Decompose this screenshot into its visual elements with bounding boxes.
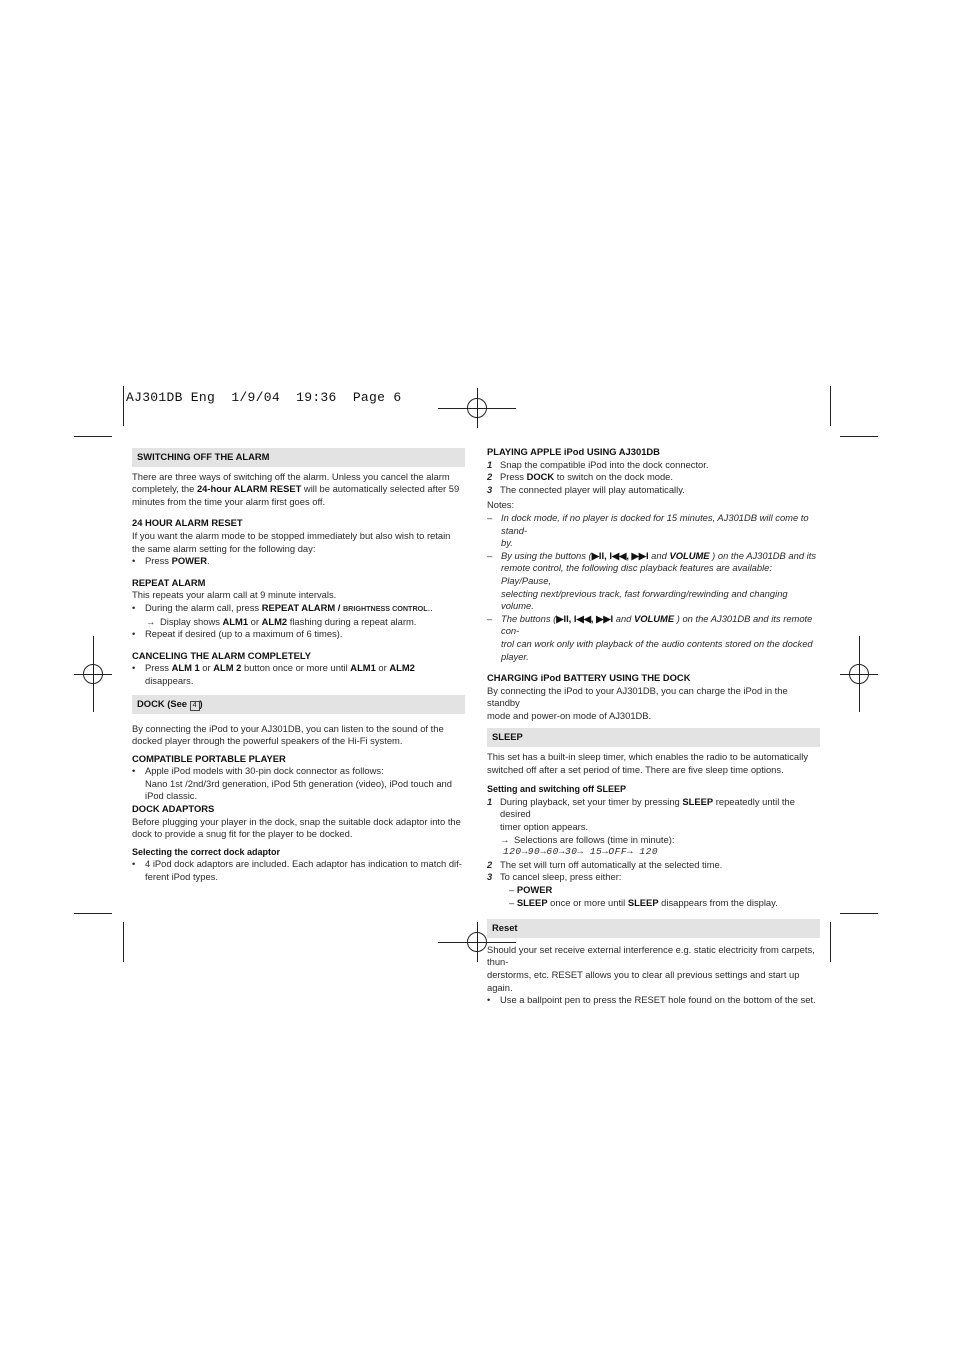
text-line: Before plugging your player in the dock, snap the suitable dock adaptor into the: [132, 815, 461, 827]
text-line: docked player through the powerful speakers of the Hi-Fi system.: [132, 735, 403, 747]
heading-setting-sleep: Setting and switching off SLEEP: [487, 784, 627, 795]
sleep-sequence-display: 120→90→60→30→ 15→OFF→ 120: [503, 846, 659, 858]
left-column: [132, 448, 465, 884]
text-line: derstorms, etc. RESET allows you to clear all previous settings and start up again.: [487, 968, 800, 993]
note-item: – By using the buttons (▶II, I◀◀, ▶▶I and VOLUME ) on the AJ301DB and its: [487, 549, 817, 561]
text-line: If you want the alarm mode to be stopped immediately but also wish to retain: [132, 529, 451, 541]
heading-compatible-player: COMPATIBLE PORTABLE PLAYER: [132, 752, 286, 764]
text-line: timer option appears.: [500, 821, 589, 833]
section-header-switching-off-alarm: SWITCHING OFF THE ALARM: [132, 448, 465, 467]
heading-canceling-alarm: CANCELING THE ALARM COMPLETELY: [132, 649, 311, 661]
arrow-icon: →: [500, 833, 510, 845]
heading-playing-ipod: PLAYING APPLE iPod USING AJ301DB: [487, 446, 660, 457]
text-line: selecting next/previous track, fast forwarding/rewinding and changing volume.: [501, 587, 788, 612]
bullet-item: • Use a ballpoint pen to press the RESET hole found on the bottom of the set.: [487, 994, 816, 1006]
text-line: minutes from the time your alarm first goes off.: [132, 495, 326, 507]
step-item: 1 Snap the compatible iPod into the dock connector.: [487, 458, 709, 470]
playback-buttons-icons: ▶II, I◀◀, ▶▶I: [556, 612, 614, 624]
heading-repeat-alarm: REPEAT ALARM: [132, 576, 206, 588]
section-header-sleep: SLEEP: [487, 728, 820, 747]
option-sleep: – SLEEP once or more until SLEEP disappears from the display.: [509, 896, 778, 908]
bullet-item: • Repeat if desired (up to a maximum of 6 times).: [132, 628, 343, 640]
sleep-paragraph: [487, 751, 820, 776]
heading-selecting-adaptor: Selecting the correct dock adaptor: [132, 846, 281, 857]
bullet-item: • 4 iPod dock adaptors are included. Each adaptor has indication to match dif-: [132, 858, 462, 870]
bullet-item: • Press ALM 1 or ALM 2 button once or more until ALM1 or ALM2 disappears.: [132, 662, 415, 686]
switching-off-paragraph: [132, 471, 465, 509]
right-column: [487, 446, 820, 1007]
bullet-item: • Apple iPod models with 30-pin dock connector as follows:: [132, 765, 384, 777]
text-line: iPod classic.: [145, 790, 198, 802]
note-item: – In dock mode, if no player is docked for 15 minutes, AJ301DB will come to stand-: [487, 511, 809, 536]
text-line: This set has a built-in sleep timer, which enables the radio to be automatically: [487, 751, 809, 763]
text-line: By connecting the iPod to your AJ301DB, you can charge the iPod in the standby: [487, 684, 788, 709]
note-item: – The buttons (▶II, I◀◀, ▶▶I and VOLUME ) on the AJ301DB and its remote con-: [487, 612, 813, 637]
text-line: dock to provide a snug fit for the player to be docked.: [132, 828, 353, 840]
option-power: – POWER: [509, 884, 553, 895]
bullet-item: • Press POWER.: [132, 555, 210, 567]
text-line: Nano 1st /2nd/3rd generation, iPod 5th generation (video), iPod touch and: [145, 777, 452, 789]
heading-dock-adaptors: DOCK ADAPTORS: [132, 803, 215, 815]
reset-paragraph: [487, 944, 820, 994]
playback-buttons-icons: ▶II, I◀◀, ▶▶I: [591, 549, 649, 561]
section-header-reset: Reset: [487, 919, 820, 938]
step-item: 2 The set will turn off automatically at the selected time.: [487, 858, 723, 870]
text-line: Should your set receive external interference e.g. static electricity from carpets, thun-: [487, 943, 815, 968]
text-line: ferent iPod types.: [145, 871, 218, 883]
text-line: mode and power-on mode of AJ301DB.: [487, 709, 652, 721]
notes-label: Notes:: [487, 499, 515, 511]
section-header-dock: DOCK (See 4 ): [132, 695, 465, 714]
text-line: completely, the 24-hour ALARM RESET will be automatically selected after 59: [132, 483, 460, 495]
print-slug: AJ301DB Eng 1/9/04 19:36 Page 6: [126, 390, 402, 405]
result-arrow-item: → Selections are follows (time in minute):: [500, 833, 675, 845]
text-line: remote control, the following disc playback features are available: Play/Pause,: [501, 562, 772, 586]
text-line: This repeats your alarm call at 9 minute intervals.: [132, 589, 337, 601]
figure-reference: 4: [190, 701, 200, 711]
step-item: 3 To cancel sleep, press either:: [487, 871, 622, 883]
heading-24-hour-alarm-reset: 24 HOUR ALARM RESET: [132, 517, 243, 529]
text-line: the same alarm setting for the following day:: [132, 542, 316, 554]
bullet-item: • During the alarm call, press REPEAT ALARM / BRIGHTNESS CONTROL..: [132, 601, 433, 613]
text-line: There are three ways of switching off the alarm. Unless you cancel the alarm: [132, 470, 450, 482]
text-line: By connecting the iPod to your AJ301DB, you can listen to the sound of the: [132, 722, 444, 734]
step-item: 2 Press DOCK to switch on the dock mode.: [487, 471, 674, 483]
heading-charging-battery: CHARGING iPod BATTERY USING THE DOCK: [487, 672, 691, 684]
dock-paragraph: [132, 723, 465, 748]
arrow-icon: →: [146, 615, 156, 627]
text-line: trol can work only with playback of the audio contents stored on the docked player.: [501, 637, 813, 662]
text-line: by.: [501, 537, 513, 549]
step-item: 1 During playback, set your timer by pressing SLEEP repeatedly until the desired: [487, 795, 795, 820]
result-arrow-item: → Display shows ALM1 or ALM2 flashing during a repeat alarm.: [146, 615, 417, 627]
step-item: 3 The connected player will play automatically.: [487, 483, 685, 495]
text-line: switched off after a set period of time. There are five sleep time options.: [487, 763, 784, 775]
